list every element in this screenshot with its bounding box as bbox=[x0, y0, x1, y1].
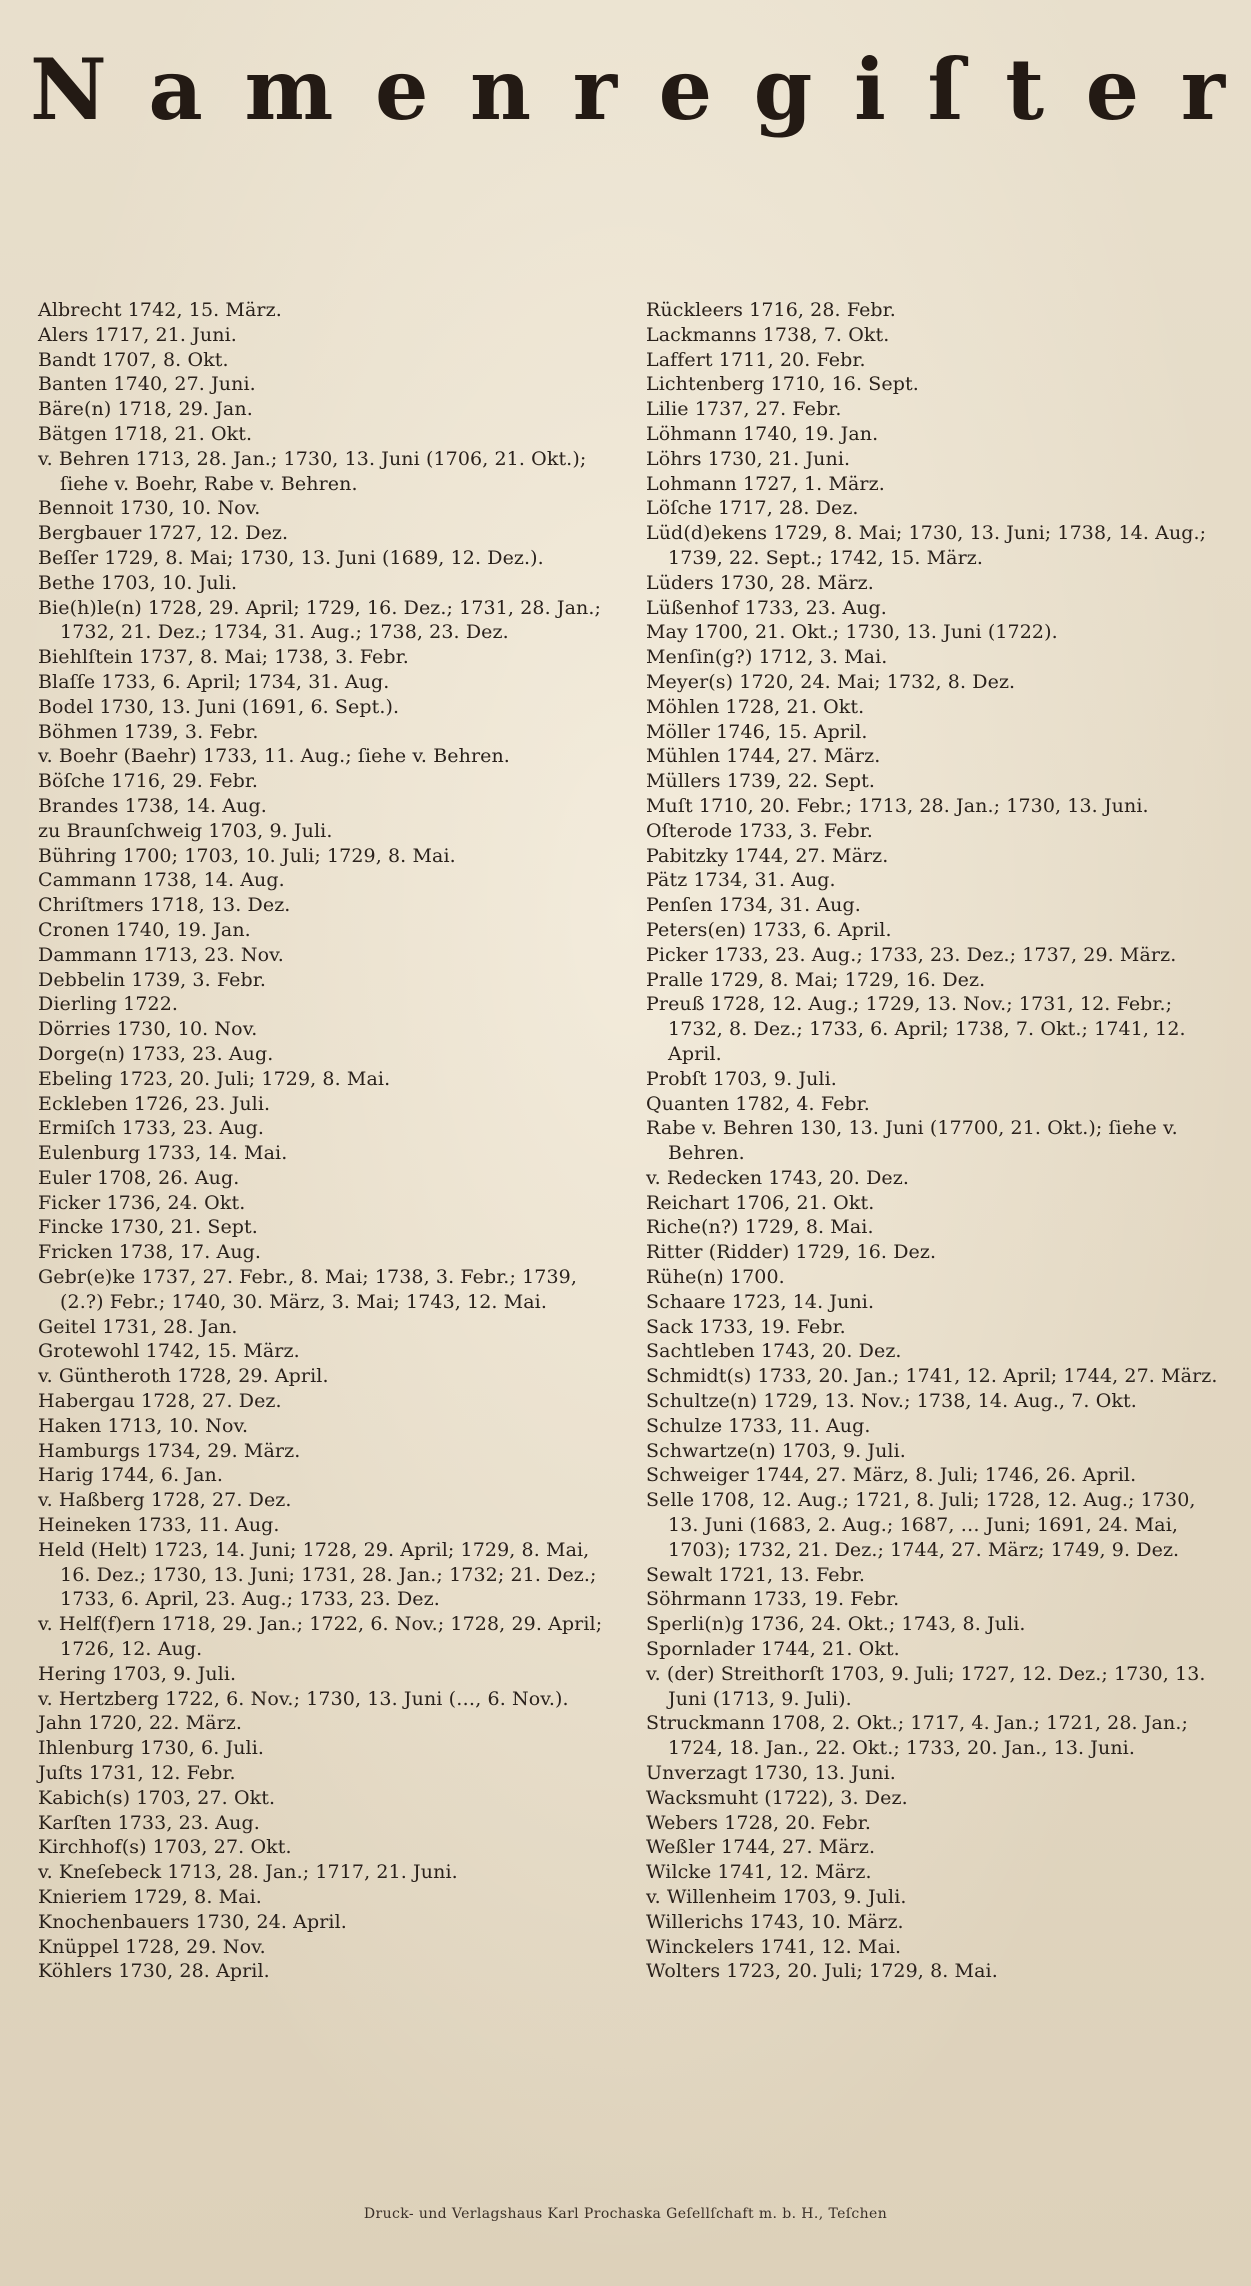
index-entry: v. (der) Streithorſt 1703, 9. Juli; 1727, 12. Dez.; 1730, 13. Juni (1713, 9. Juli). bbox=[646, 1662, 1206, 1710]
index-entry: Eulenburg 1733, 14. Mai. bbox=[38, 1142, 288, 1165]
index-entry: Schwartze(n) 1703, 9. Juli. bbox=[646, 1439, 906, 1462]
title-letter: g bbox=[753, 40, 813, 139]
index-entry: Gebr(e)ke 1737, 27. Febr., 8. Mai; 1738, 3. Febr.; 1739, (2.?) Febr.; 1740, 30. März, 3. Mai; 1743, 12. Mai. bbox=[38, 1266, 577, 1313]
index-entry: Eckleben 1726, 23. Juli. bbox=[38, 1092, 271, 1115]
index-entry: Euler 1708, 26. Aug. bbox=[38, 1166, 240, 1189]
index-entry: Dierling 1722. bbox=[38, 993, 179, 1016]
index-entry: Probſt 1703, 9. Juli. bbox=[646, 1067, 837, 1090]
index-entry: v. Haßberg 1728, 27. Dez. bbox=[38, 1489, 292, 1512]
index-entry: Struckmann 1708, 2. Okt.; 1717, 4. Jan.; 1721, 28. Jan.; 1724, 18. Jan., 22. Okt.; 1733, 20. Jan., 13. Juni. bbox=[646, 1712, 1188, 1760]
index-entry: Bethe 1703, 10. Juli. bbox=[38, 571, 238, 594]
index-entry: Bätgen 1718, 21. Okt. bbox=[38, 422, 253, 445]
index-entry: Albrecht 1742, 15. März. bbox=[38, 299, 282, 321]
index-entry: Rückleers 1716, 28. Febr. bbox=[646, 299, 896, 321]
index-entry: Rühe(n) 1700. bbox=[646, 1266, 785, 1289]
index-entry: Fincke 1730, 21. Sept. bbox=[38, 1216, 258, 1239]
index-entry: Ihlenburg 1730, 6. Juli. bbox=[38, 1737, 265, 1760]
index-entry: Peters(en) 1733, 6. April. bbox=[646, 918, 892, 941]
title-letter: r bbox=[1180, 40, 1225, 139]
index-entry: Kabich(s) 1703, 27. Okt. bbox=[38, 1786, 276, 1809]
index-entry: Winckelers 1741, 12. Mai. bbox=[646, 1935, 902, 1958]
index-entry: Geitel 1731, 28. Jan. bbox=[38, 1315, 238, 1338]
index-entry: Böſche 1716, 29. Febr. bbox=[38, 770, 259, 793]
index-entry: Löhmann 1740, 19. Jan. bbox=[646, 422, 879, 445]
index-entry: Knieriem 1729, 8. Mai. bbox=[38, 1886, 262, 1908]
index-entry: Kirchhof(s) 1703, 27. Okt. bbox=[38, 1836, 292, 1859]
title-letter: e bbox=[1085, 40, 1140, 139]
index-entry: Bäre(n) 1718, 29. Jan. bbox=[38, 398, 253, 421]
index-entry: Bandt 1707, 8. Okt. bbox=[38, 348, 229, 371]
index-entry: Brandes 1738, 14. Aug. bbox=[38, 794, 267, 817]
index-entry: Müllers 1739, 22. Sept. bbox=[646, 770, 876, 793]
index-entry: Söhrmann 1733, 19. Febr. bbox=[646, 1588, 900, 1611]
index-entry: Alers 1717, 21. Juni. bbox=[38, 323, 237, 346]
index-entry: Lüd(d)ekens 1729, 8. Mai; 1730, 13. Juni; 1738, 14. Aug.; 1739, 22. Sept.; 1742, 15. März. bbox=[646, 522, 1207, 569]
index-entry: Beſſer 1729, 8. Mai; 1730, 13. Juni (1689, 12. Dez.). bbox=[38, 546, 544, 569]
imprint-footer: Druck- und Verlagshaus Karl Prochaska Geſellſchaft m. b. H., Teſchen bbox=[363, 2206, 888, 2222]
index-entry: Schweiger 1744, 27. März, 8. Juli; 1746, 26. April. bbox=[646, 1464, 1137, 1487]
index-entry: Schmidt(s) 1733, 20. Jan.; 1741, 12. April; 1744, 27. März. bbox=[646, 1365, 1218, 1388]
index-entry: Knochenbauers 1730, 24. April. bbox=[38, 1910, 347, 1933]
index-entry: Lackmanns 1738, 7. Okt. bbox=[646, 323, 890, 346]
index-entry: Bodel 1730, 13. Juni (1691, 6. Sept.). bbox=[38, 695, 400, 718]
index-entry: zu Braunſchweig 1703, 9. Juli. bbox=[38, 819, 333, 842]
index-entry: Riche(n?) 1729, 8. Mai. bbox=[646, 1216, 874, 1239]
index-entry: Rabe v. Behren 130, 13. Juni (17700, 21. Okt.); ſiehe v. Behren. bbox=[646, 1117, 1178, 1165]
index-entry: Haken 1713, 10. Nov. bbox=[38, 1414, 249, 1437]
index-entry: Penſen 1734, 31. Aug. bbox=[646, 894, 861, 917]
index-entry: Spornlader 1744, 21. Okt. bbox=[646, 1638, 900, 1661]
index-entry: Quanten 1782, 4. Febr. bbox=[646, 1092, 870, 1115]
title-letter: e bbox=[658, 40, 713, 139]
title-letter: i bbox=[853, 40, 886, 139]
index-entry: Debbelin 1739, 3. Febr. bbox=[38, 968, 266, 991]
index-entry: Möhlen 1728, 21. Okt. bbox=[646, 695, 865, 718]
index-entry: Dörries 1730, 10. Nov. bbox=[38, 1018, 258, 1041]
title-letter: t bbox=[1005, 40, 1045, 139]
index-entry: Cammann 1738, 14. Aug. bbox=[38, 869, 285, 892]
index-entry: Dammann 1713, 23. Nov. bbox=[38, 943, 284, 966]
index-entry: Juſts 1731, 12. Febr. bbox=[38, 1762, 236, 1785]
index-entry: Selle 1708, 12. Aug.; 1721, 8. Juli; 1728, 12. Aug.; 1730, 13. Juni (1683, 2. Aug.; 1687, … Juni; 1691, 24. Mai, 1703); 1732, 21. Dez.; 1744, 27. März; 1749, 9. Dez. bbox=[646, 1489, 1196, 1561]
index-entry: Fricken 1738, 17. Aug. bbox=[38, 1241, 262, 1264]
title-letter: m bbox=[244, 40, 334, 139]
index-entry: Willerichs 1743, 10. März. bbox=[646, 1910, 904, 1933]
index-entry: Held (Helt) 1723, 14. Juni; 1728, 29. April; 1729, 8. Mai, 16. Dez.; 1730, 13. Juni; 1731, 28. Jan.; 1732; 21. Dez.; 1733, 6. April, 23. Aug.; 1733, 23. Dez. bbox=[38, 1538, 597, 1611]
index-entry: Ermiſch 1733, 23. Aug. bbox=[38, 1117, 265, 1140]
title-letter: n bbox=[470, 40, 532, 139]
index-entry: Knüppel 1728, 29. Nov. bbox=[38, 1935, 266, 1958]
index-entry: Schultze(n) 1729, 13. Nov.; 1738, 14. Aug., 7. Okt. bbox=[646, 1390, 1137, 1413]
index-entry: v. Güntheroth 1728, 29. April. bbox=[38, 1365, 329, 1388]
index-entry: Menſin(g?) 1712, 3. Mai. bbox=[646, 646, 888, 669]
index-entry: v. Kneſebeck 1713, 28. Jan.; 1717, 21. Juni. bbox=[38, 1861, 458, 1884]
index-entry: Chriſtmers 1718, 13. Dez. bbox=[38, 894, 291, 917]
index-entry: Preuß 1728, 12. Aug.; 1729, 13. Nov.; 1731, 12. Febr.; 1732, 8. Dez.; 1733, 6. April; 1738, 7. Okt.; 1741, 12. April. bbox=[646, 993, 1186, 1065]
index-entry: Karſten 1733, 23. Aug. bbox=[38, 1811, 260, 1834]
index-entry: Sack 1733, 19. Febr. bbox=[646, 1315, 846, 1338]
index-entry: Biehlſtein 1737, 8. Mai; 1738, 3. Febr. bbox=[38, 646, 409, 669]
index-entry: v. Hertzberg 1722, 6. Nov.; 1730, 13. Juni (…, 6. Nov.). bbox=[38, 1687, 569, 1710]
index-entry: Löſche 1717, 28. Dez. bbox=[646, 497, 859, 520]
index-entry: Webers 1728, 20. Febr. bbox=[646, 1811, 871, 1834]
index-entry: Jahn 1720, 22. März. bbox=[38, 1712, 243, 1735]
index-entry: Hering 1703, 9. Juli. bbox=[38, 1662, 237, 1685]
index-entry: Pabitzky 1744, 27. März. bbox=[646, 844, 889, 867]
title-letter: r bbox=[572, 40, 617, 139]
index-entry: v. Helf(f)ern 1718, 29. Jan.; 1722, 6. Nov.; 1728, 29. April; 1726, 12. Aug. bbox=[38, 1613, 603, 1661]
index-entry: Lüders 1730, 28. März. bbox=[646, 571, 874, 594]
index-entry: Weßler 1744, 27. März. bbox=[646, 1836, 876, 1859]
index-entry: Oſterode 1733, 3. Febr. bbox=[646, 819, 873, 842]
index-entry: Ritter (Ridder) 1729, 16. Dez. bbox=[646, 1241, 937, 1264]
index-entry: Hamburgs 1734, 29. März. bbox=[38, 1439, 301, 1462]
index-entry: Blaſſe 1733, 6. April; 1734, 31. Aug. bbox=[38, 670, 390, 693]
index-column-left bbox=[38, 298, 610, 1984]
index-entry: v. Boehr (Baehr) 1733, 11. Aug.; ſiehe v. Behren. bbox=[38, 745, 510, 768]
index-entry: May 1700, 21. Okt.; 1730, 13. Juni (1722). bbox=[646, 621, 1058, 644]
index-entry: Bie(h)le(n) 1728, 29. April; 1729, 16. Dez.; 1731, 28. Jan.; 1732, 21. Dez.; 1734, 31. Aug.; 1738, 23. Dez. bbox=[38, 596, 601, 644]
index-entry: Bergbauer 1727, 12. Dez. bbox=[38, 522, 289, 545]
index-entry: Löhrs 1730, 21. Juni. bbox=[646, 447, 851, 470]
index-entry: Schaare 1723, 14. Juni. bbox=[646, 1290, 875, 1313]
index-entry: Reichart 1706, 21. Okt. bbox=[646, 1191, 875, 1214]
title-letter: e bbox=[374, 40, 429, 139]
index-entry: Habergau 1728, 27. Dez. bbox=[38, 1390, 282, 1413]
index-entry: v. Willenheim 1703, 9. Juli. bbox=[646, 1886, 907, 1908]
index-entry: Böhmen 1739, 3. Febr. bbox=[38, 720, 259, 743]
index-entry: Dorge(n) 1733, 23. Aug. bbox=[38, 1042, 274, 1065]
page-title bbox=[30, 28, 1225, 138]
index-entry: Picker 1733, 23. Aug.; 1733, 23. Dez.; 1737, 29. März. bbox=[646, 943, 1177, 966]
index-entry: Laffert 1711, 20. Febr. bbox=[646, 348, 866, 371]
index-entry: Wacksmuht (1722), 3. Dez. bbox=[646, 1786, 908, 1809]
index-entry: Bennoit 1730, 10. Nov. bbox=[38, 497, 261, 520]
index-entry: Köhlers 1730, 28. April. bbox=[38, 1960, 270, 1983]
index-entry: Mühlen 1744, 27. März. bbox=[646, 745, 881, 768]
index-entry: Pralle 1729, 8. Mai; 1729, 16. Dez. bbox=[646, 968, 986, 991]
title-letter: ſ bbox=[927, 40, 964, 139]
index-entry: Harig 1744, 6. Jan. bbox=[38, 1464, 223, 1487]
index-entry: Sachtleben 1743, 20. Dez. bbox=[646, 1340, 902, 1363]
index-entry: Wilcke 1741, 12. März. bbox=[646, 1861, 872, 1884]
index-entry: Sperli(n)g 1736, 24. Okt.; 1743, 8. Juli. bbox=[646, 1613, 1026, 1636]
index-entry: Meyer(s) 1720, 24. Mai; 1732, 8. Dez. bbox=[646, 670, 1016, 693]
index-entry: Ebeling 1723, 20. Juli; 1729, 8. Mai. bbox=[38, 1067, 391, 1090]
index-entry: Cronen 1740, 19. Jan. bbox=[38, 918, 251, 941]
index-entry: Muſt 1710, 20. Febr.; 1713, 28. Jan.; 1730, 13. Juni. bbox=[646, 794, 1149, 817]
index-entry: Bühring 1700; 1703, 10. Juli; 1729, 8. Mai. bbox=[38, 844, 456, 867]
index-entry: v. Redecken 1743, 20. Dez. bbox=[646, 1166, 910, 1189]
index-entry: Wolters 1723, 20. Juli; 1729, 8. Mai. bbox=[646, 1960, 998, 1983]
index-entry: Lichtenberg 1710, 16. Sept. bbox=[646, 373, 919, 396]
index-entry: Heineken 1733, 11. Aug. bbox=[38, 1514, 280, 1537]
index-entry: Pätz 1734, 31. Aug. bbox=[646, 869, 836, 892]
index-entry: Lilie 1737, 27. Febr. bbox=[646, 398, 842, 421]
title-letter: N bbox=[30, 40, 107, 139]
index-entry: Lüßenhof 1733, 23. Aug. bbox=[646, 596, 887, 619]
index-entry: Unverzagt 1730, 13. Juni. bbox=[646, 1762, 896, 1785]
index-entry: Banten 1740, 27. Juni. bbox=[38, 373, 256, 396]
index-entry: Lohmann 1727, 1. März. bbox=[646, 472, 885, 495]
index-entry: Möller 1746, 15. April. bbox=[646, 720, 868, 743]
index-entry: Ficker 1736, 24. Okt. bbox=[38, 1191, 246, 1214]
index-column-right bbox=[646, 298, 1226, 1984]
index-entry: Sewalt 1721, 13. Febr. bbox=[646, 1563, 866, 1586]
index-entry: Grotewohl 1742, 15. März. bbox=[38, 1340, 300, 1363]
title-letter: a bbox=[148, 40, 203, 139]
index-entry: v. Behren 1713, 28. Jan.; 1730, 13. Juni (1706, 21. Okt.); ſiehe v. Boehr, Rabe v. Behren. bbox=[38, 447, 587, 495]
index-entry: Schulze 1733, 11. Aug. bbox=[646, 1414, 871, 1437]
